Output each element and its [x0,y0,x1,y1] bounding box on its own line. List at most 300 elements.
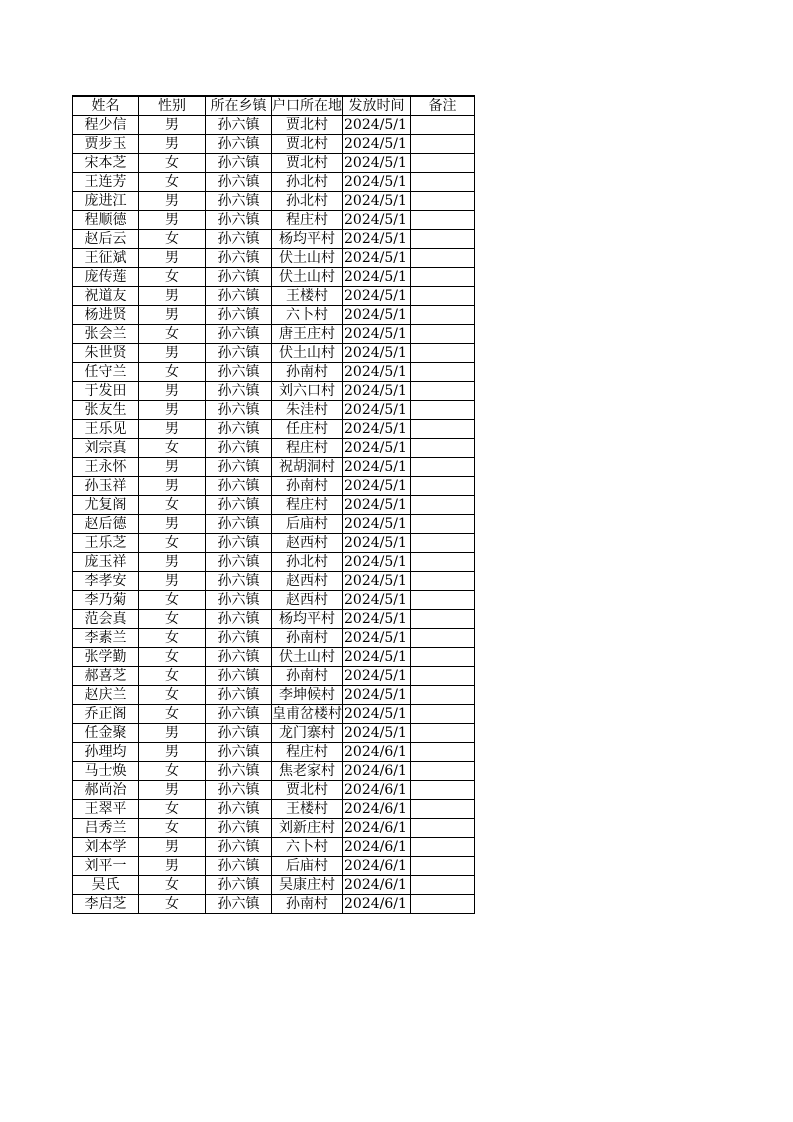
cell-town: 孙六镇 [206,363,272,382]
cell-town: 孙六镇 [206,439,272,458]
cell-town: 孙六镇 [206,800,272,819]
cell-date: 2024/5/1 [343,268,411,287]
cell-name: 孙玉祥 [73,477,139,496]
cell-date: 2024/6/1 [343,743,411,762]
table-row [73,743,475,762]
table-row [73,287,475,306]
table-row [73,439,475,458]
cell-date: 2024/5/1 [343,344,411,363]
cell-remarks [411,211,475,230]
cell-gender: 女 [139,591,206,610]
cell-remarks [411,762,475,781]
cell-remarks [411,230,475,249]
cell-name: 刘平一 [73,857,139,876]
cell-village: 程庄村 [272,439,343,458]
cell-gender: 女 [139,648,206,667]
cell-date: 2024/5/1 [343,287,411,306]
cell-town: 孙六镇 [206,876,272,895]
table-row [73,458,475,477]
table-row [73,610,475,629]
cell-remarks [411,287,475,306]
cell-remarks [411,724,475,743]
table-row [73,325,475,344]
table-row [73,306,475,325]
cell-date: 2024/5/1 [343,116,411,135]
table-row [73,895,475,914]
cell-town: 孙六镇 [206,249,272,268]
cell-remarks [411,553,475,572]
cell-date: 2024/5/1 [343,173,411,192]
cell-name: 赵后德 [73,515,139,534]
cell-village: 伏土山村 [272,249,343,268]
cell-town: 孙六镇 [206,572,272,591]
cell-remarks [411,686,475,705]
cell-remarks [411,819,475,838]
cell-date: 2024/5/1 [343,154,411,173]
cell-remarks [411,496,475,515]
table-row [73,192,475,211]
cell-gender: 女 [139,895,206,914]
cell-town: 孙六镇 [206,211,272,230]
cell-town: 孙六镇 [206,686,272,705]
cell-village: 贾北村 [272,135,343,154]
cell-village: 伏土山村 [272,268,343,287]
table-row [73,116,475,135]
cell-remarks [411,591,475,610]
cell-name: 吴氏 [73,876,139,895]
cell-town: 孙六镇 [206,344,272,363]
cell-gender: 男 [139,781,206,800]
cell-name: 王翠平 [73,800,139,819]
cell-name: 张友生 [73,401,139,420]
cell-gender: 女 [139,325,206,344]
cell-remarks [411,401,475,420]
cell-village: 程庄村 [272,211,343,230]
cell-town: 孙六镇 [206,781,272,800]
cell-date: 2024/5/1 [343,648,411,667]
header-gender: 性别 [139,96,206,116]
cell-name: 于发田 [73,382,139,401]
cell-date: 2024/5/1 [343,686,411,705]
cell-village: 孙北村 [272,192,343,211]
cell-town: 孙六镇 [206,154,272,173]
cell-village: 王楼村 [272,287,343,306]
cell-date: 2024/5/1 [343,363,411,382]
cell-name: 王征斌 [73,249,139,268]
cell-gender: 女 [139,610,206,629]
cell-village: 刘六口村 [272,382,343,401]
cell-town: 孙六镇 [206,135,272,154]
table-row [73,477,475,496]
cell-name: 程顺德 [73,211,139,230]
cell-village: 程庄村 [272,743,343,762]
cell-date: 2024/5/1 [343,382,411,401]
cell-village: 杨均平村 [272,230,343,249]
table-row [73,515,475,534]
cell-remarks [411,458,475,477]
cell-gender: 男 [139,192,206,211]
cell-gender: 女 [139,705,206,724]
cell-village: 后庙村 [272,515,343,534]
cell-remarks [411,876,475,895]
cell-gender: 男 [139,458,206,477]
cell-town: 孙六镇 [206,534,272,553]
cell-village: 后庙村 [272,857,343,876]
table-row [73,344,475,363]
cell-gender: 女 [139,363,206,382]
cell-gender: 男 [139,249,206,268]
cell-remarks [411,610,475,629]
header-remarks: 备注 [411,96,475,116]
cell-town: 孙六镇 [206,857,272,876]
cell-village: 孙南村 [272,363,343,382]
cell-remarks [411,135,475,154]
header-household-village: 户口所在地 [272,98,342,114]
cell-town: 孙六镇 [206,591,272,610]
cell-village: 孙南村 [272,667,343,686]
cell-gender: 男 [139,724,206,743]
header-issue-date: 发放时间 [343,96,411,116]
cell-village: 伏土山村 [272,344,343,363]
cell-gender: 女 [139,173,206,192]
cell-remarks [411,325,475,344]
cell-village: 贾北村 [272,116,343,135]
cell-village: 孙北村 [272,173,343,192]
cell-name: 刘本学 [73,838,139,857]
cell-name: 朱世贤 [73,344,139,363]
cell-village: 六卜村 [272,306,343,325]
cell-date: 2024/5/1 [343,458,411,477]
cell-remarks [411,268,475,287]
cell-gender: 男 [139,743,206,762]
cell-remarks [411,743,475,762]
cell-village: 杨均平村 [272,610,343,629]
cell-village: 六卜村 [272,838,343,857]
cell-gender: 男 [139,306,206,325]
cell-date: 2024/6/1 [343,762,411,781]
cell-name: 刘宗真 [73,439,139,458]
cell-remarks [411,477,475,496]
cell-gender: 男 [139,401,206,420]
cell-remarks [411,838,475,857]
cell-gender: 男 [139,211,206,230]
cell-name: 庞传莲 [73,268,139,287]
cell-name: 范会真 [73,610,139,629]
cell-date: 2024/6/1 [343,781,411,800]
cell-name: 马士焕 [73,762,139,781]
cell-town: 孙六镇 [206,268,272,287]
cell-name: 孙理均 [73,743,139,762]
cell-town: 孙六镇 [206,743,272,762]
cell-remarks [411,306,475,325]
table-row [73,249,475,268]
cell-date: 2024/6/1 [343,819,411,838]
cell-town: 孙六镇 [206,895,272,914]
table-row [73,382,475,401]
cell-date: 2024/5/1 [343,192,411,211]
cell-village: 程庄村 [272,496,343,515]
cell-remarks [411,781,475,800]
cell-town: 孙六镇 [206,401,272,420]
cell-village: 吴康庄村 [272,876,343,895]
cell-village: 孙北村 [272,553,343,572]
cell-village: 皇甫岔楼村 [272,706,342,722]
cell-town: 孙六镇 [206,724,272,743]
table-row [73,781,475,800]
cell-gender: 男 [139,477,206,496]
cell-town: 孙六镇 [206,306,272,325]
table-row [73,268,475,287]
cell-town: 孙六镇 [206,287,272,306]
cell-name: 吕秀兰 [73,819,139,838]
cell-gender: 女 [139,762,206,781]
table-row [73,800,475,819]
cell-gender: 女 [139,876,206,895]
cell-name: 庞进江 [73,192,139,211]
cell-gender: 女 [139,686,206,705]
cell-date: 2024/5/1 [343,135,411,154]
table-row [73,686,475,705]
table-row [73,135,475,154]
cell-town: 孙六镇 [206,496,272,515]
cell-village: 赵西村 [272,572,343,591]
table-row [73,667,475,686]
table-row [73,401,475,420]
cell-town: 孙六镇 [206,477,272,496]
cell-name: 张会兰 [73,325,139,344]
cell-village: 赵西村 [272,534,343,553]
cell-remarks [411,895,475,914]
cell-date: 2024/5/1 [343,325,411,344]
cell-village: 贾北村 [272,154,343,173]
cell-name: 祝道友 [73,287,139,306]
cell-remarks [411,705,475,724]
cell-date: 2024/6/1 [343,838,411,857]
cell-village: 李坤候村 [272,686,343,705]
cell-gender: 男 [139,382,206,401]
cell-remarks [411,629,475,648]
cell-name: 郝尚治 [73,781,139,800]
cell-town: 孙六镇 [206,382,272,401]
cell-gender: 男 [139,838,206,857]
cell-village: 唐王庄村 [272,325,343,344]
cell-village: 孙南村 [272,629,343,648]
cell-name: 杨进贤 [73,306,139,325]
cell-gender: 男 [139,287,206,306]
cell-remarks [411,192,475,211]
cell-gender: 男 [139,553,206,572]
cell-date: 2024/5/1 [343,591,411,610]
cell-date: 2024/5/1 [343,610,411,629]
cell-village: 任庄村 [272,420,343,439]
cell-town: 孙六镇 [206,420,272,439]
cell-name: 王乐芝 [73,534,139,553]
table-row [73,553,475,572]
cell-name: 任金聚 [73,724,139,743]
cell-village: 伏土山村 [272,648,343,667]
cell-town: 孙六镇 [206,819,272,838]
cell-gender: 女 [139,496,206,515]
cell-gender: 男 [139,572,206,591]
cell-name: 赵后云 [73,230,139,249]
cell-gender: 女 [139,819,206,838]
cell-date: 2024/5/1 [343,705,411,724]
cell-village: 龙门寨村 [272,724,343,743]
cell-date: 2024/5/1 [343,306,411,325]
cell-name: 李乃菊 [73,591,139,610]
cell-name: 庞玉祥 [73,553,139,572]
cell-name: 宋本芝 [73,154,139,173]
cell-remarks [411,420,475,439]
header-name: 姓名 [73,96,139,116]
cell-remarks [411,344,475,363]
cell-name: 乔正阁 [73,705,139,724]
cell-village: 贾北村 [272,781,343,800]
cell-remarks [411,363,475,382]
cell-gender: 男 [139,135,206,154]
cell-gender: 女 [139,800,206,819]
cell-town: 孙六镇 [206,838,272,857]
header-town: 所在乡镇 [206,96,272,116]
cell-village: 焦老家村 [272,762,343,781]
cell-date: 2024/5/1 [343,211,411,230]
cell-name: 尤复阁 [73,496,139,515]
table-row [73,629,475,648]
cell-town: 孙六镇 [206,325,272,344]
cell-gender: 女 [139,439,206,458]
cell-remarks [411,667,475,686]
cell-gender: 男 [139,515,206,534]
cell-date: 2024/6/1 [343,876,411,895]
cell-gender: 男 [139,344,206,363]
cell-date: 2024/6/1 [343,895,411,914]
table-row [73,173,475,192]
cell-village: 朱洼村 [272,401,343,420]
cell-gender: 男 [139,116,206,135]
header-row [73,96,475,116]
cell-name: 王乐见 [73,420,139,439]
cell-date: 2024/5/1 [343,439,411,458]
cell-name: 李孝安 [73,572,139,591]
cell-remarks [411,116,475,135]
cell-remarks [411,515,475,534]
cell-village: 刘新庄村 [272,819,343,838]
cell-name: 赵庆兰 [73,686,139,705]
cell-village: 赵西村 [272,591,343,610]
cell-date: 2024/5/1 [343,496,411,515]
table-row [73,230,475,249]
table-row [73,591,475,610]
cell-name: 郝喜芝 [73,667,139,686]
cell-name: 王永怀 [73,458,139,477]
cell-date: 2024/5/1 [343,477,411,496]
cell-remarks [411,857,475,876]
cell-name: 李启芝 [73,895,139,914]
cell-gender: 女 [139,268,206,287]
recipient-table [72,95,475,914]
spreadsheet-page [72,95,475,914]
cell-gender: 女 [139,230,206,249]
cell-date: 2024/5/1 [343,249,411,268]
cell-gender: 女 [139,534,206,553]
table-row [73,534,475,553]
cell-name: 张学勤 [73,648,139,667]
cell-town: 孙六镇 [206,667,272,686]
cell-town: 孙六镇 [206,553,272,572]
table-row [73,211,475,230]
cell-name: 李素兰 [73,629,139,648]
table-row [73,420,475,439]
cell-town: 孙六镇 [206,230,272,249]
cell-name: 程少信 [73,116,139,135]
cell-gender: 男 [139,857,206,876]
cell-remarks [411,572,475,591]
cell-town: 孙六镇 [206,762,272,781]
cell-town: 孙六镇 [206,629,272,648]
cell-date: 2024/5/1 [343,572,411,591]
table-row [73,762,475,781]
cell-gender: 男 [139,420,206,439]
cell-date: 2024/5/1 [343,401,411,420]
table-row [73,154,475,173]
cell-village: 孙南村 [272,477,343,496]
table-row [73,363,475,382]
cell-remarks [411,439,475,458]
cell-name: 贾步玉 [73,135,139,154]
cell-town: 孙六镇 [206,705,272,724]
cell-remarks [411,800,475,819]
cell-town: 孙六镇 [206,648,272,667]
table-row [73,724,475,743]
cell-date: 2024/5/1 [343,420,411,439]
table-header [73,96,475,116]
cell-gender: 女 [139,667,206,686]
cell-town: 孙六镇 [206,173,272,192]
cell-date: 2024/5/1 [343,515,411,534]
cell-village: 孙南村 [272,895,343,914]
cell-date: 2024/5/1 [343,629,411,648]
cell-town: 孙六镇 [206,116,272,135]
cell-date: 2024/6/1 [343,800,411,819]
cell-date: 2024/5/1 [343,724,411,743]
cell-village: 王楼村 [272,800,343,819]
cell-date: 2024/5/1 [343,553,411,572]
cell-remarks [411,154,475,173]
cell-gender: 女 [139,154,206,173]
cell-town: 孙六镇 [206,610,272,629]
cell-remarks [411,382,475,401]
cell-date: 2024/5/1 [343,230,411,249]
cell-date: 2024/6/1 [343,857,411,876]
table-row [73,838,475,857]
table-row [73,705,475,724]
cell-town: 孙六镇 [206,515,272,534]
cell-town: 孙六镇 [206,458,272,477]
cell-remarks [411,249,475,268]
cell-date: 2024/5/1 [343,534,411,553]
table-row [73,876,475,895]
cell-village: 祝胡洞村 [272,458,343,477]
table-body [73,116,475,914]
cell-date: 2024/5/1 [343,667,411,686]
table-row [73,857,475,876]
cell-remarks [411,534,475,553]
cell-name: 王连芳 [73,173,139,192]
cell-gender: 女 [139,629,206,648]
cell-remarks [411,648,475,667]
table-row [73,496,475,515]
cell-name: 任守兰 [73,363,139,382]
